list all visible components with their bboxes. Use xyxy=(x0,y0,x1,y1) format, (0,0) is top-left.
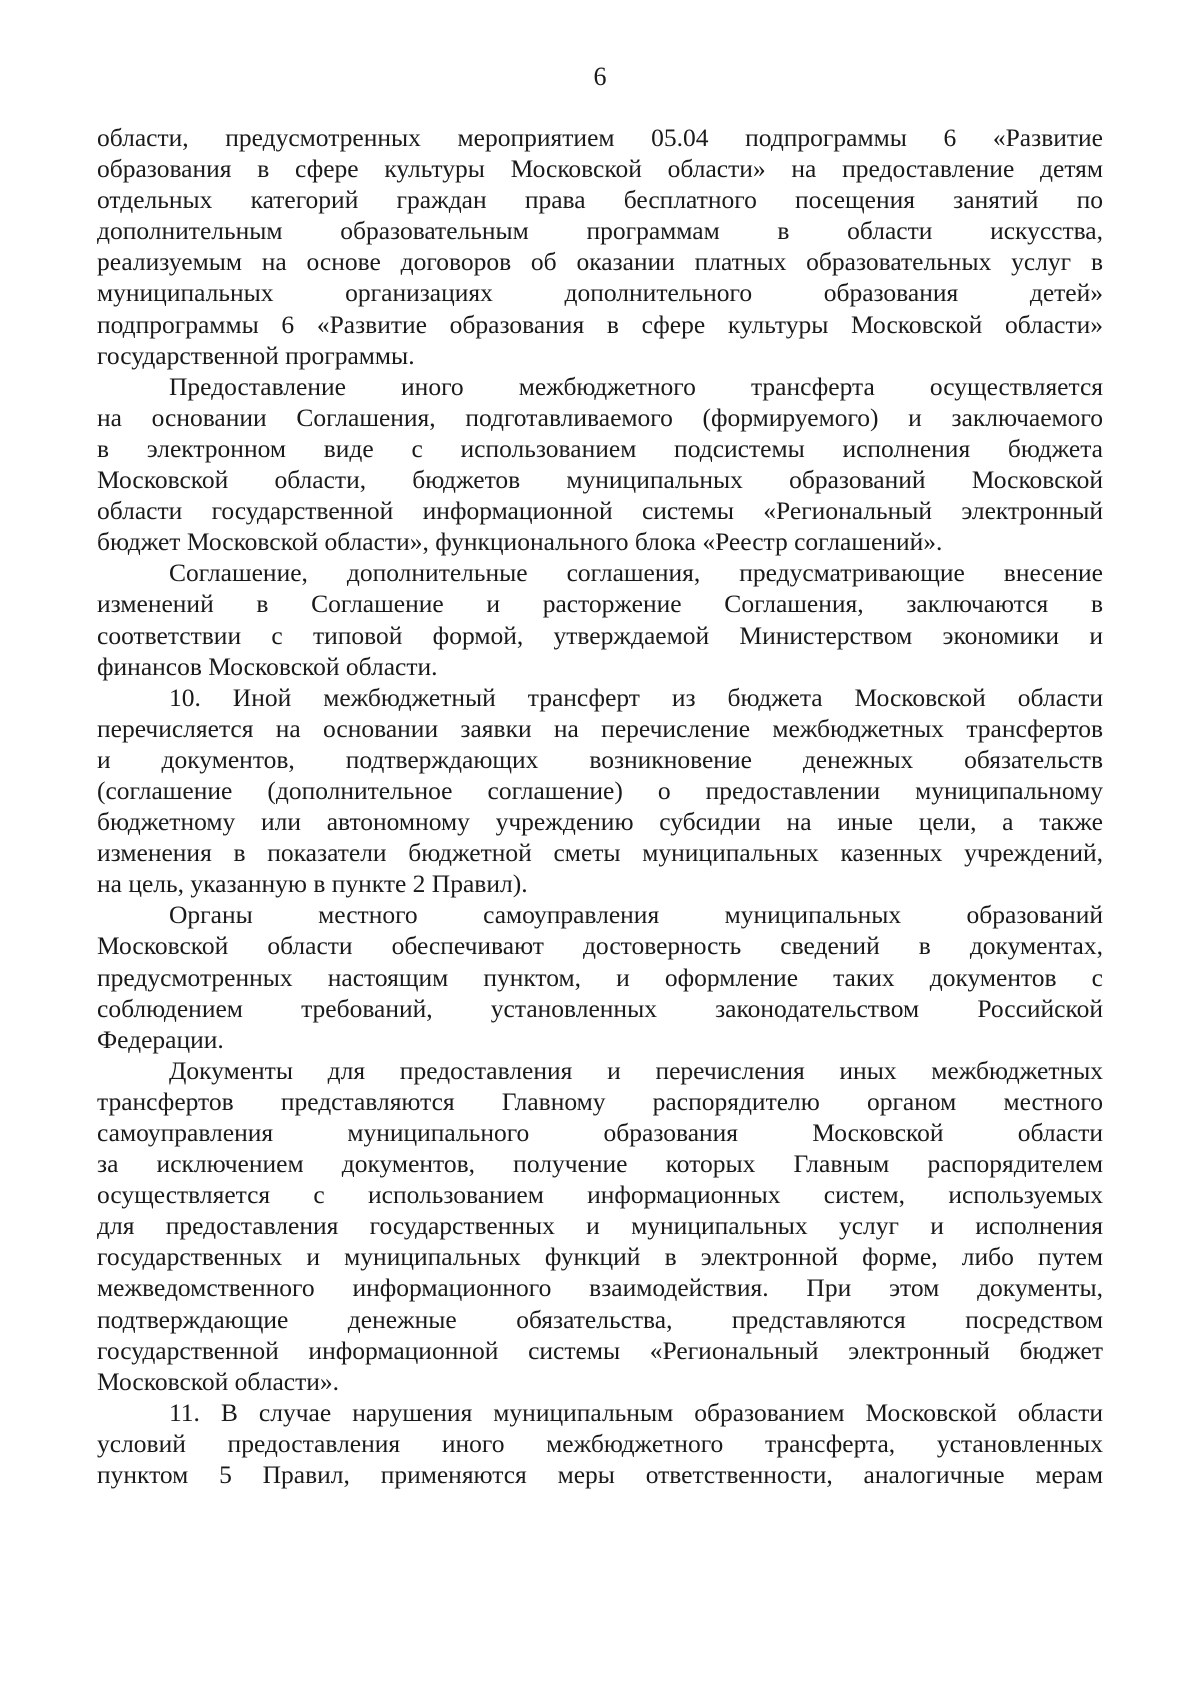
text-line: Московской области, бюджетов муниципальных образований Московской xyxy=(97,465,1103,495)
document-body xyxy=(97,122,1103,1490)
text-line: области, предусмотренных мероприятием 05.04 подпрограммы 6 «Развитие xyxy=(97,123,1103,152)
text-line: пунктом 5 Правил, применяются меры ответственности, аналогичные мерам xyxy=(97,1460,1103,1490)
text-line: межведомственного информационного взаимодействия. При этом документы, xyxy=(97,1273,1103,1303)
paragraph xyxy=(97,1397,1103,1490)
text-line: и документов, подтверждающих возникновение денежных обязательств xyxy=(97,744,1103,774)
text-line: трансфертов представляются Главному распорядителю органом местного xyxy=(97,1086,1103,1116)
text-line: подпрограммы 6 «Развитие образования в сфере культуры Московской области» xyxy=(97,309,1103,339)
text-line: соблюдением требований, установленных законодательством Российской xyxy=(97,993,1103,1023)
text-line: соответствии с типовой формой, утверждаемой Министерством экономики и xyxy=(97,620,1103,650)
text-line: государственной информационной системы «Региональный электронный бюджет xyxy=(97,1335,1103,1365)
text-line: образования в сфере культуры Московской области» на предоставление детям xyxy=(97,154,1103,184)
text-line: условий предоставления иного межбюджетного трансферта, установленных xyxy=(97,1428,1103,1458)
text-line: финансов Московской области. xyxy=(97,651,438,681)
paragraph xyxy=(97,899,1103,1054)
text-line: Органы местного самоуправления муниципальных образований xyxy=(169,900,1103,930)
paragraph xyxy=(97,682,1103,900)
paragraph xyxy=(97,1055,1103,1397)
text-line: Московской области». xyxy=(97,1366,340,1396)
text-line: отдельных категорий граждан права бесплатного посещения занятий по xyxy=(97,185,1103,215)
text-line: государственных и муниципальных функций в электронной форме, либо путем xyxy=(97,1242,1103,1272)
text-line: на основании Соглашения, подготавливаемого (формируемого) и заключаемого xyxy=(97,402,1103,432)
paragraph xyxy=(97,122,1103,371)
text-line: Соглашение, дополнительные соглашения, предусматривающие внесение xyxy=(169,558,1103,588)
text-line: предусмотренных настоящим пунктом, и оформление таких документов с xyxy=(97,962,1103,992)
text-line: государственной программы. xyxy=(97,340,415,370)
text-line: перечисляется на основании заявки на перечисление межбюджетных трансфертов xyxy=(97,713,1103,743)
text-line: за исключением документов, получение которых Главным распорядителем xyxy=(97,1149,1103,1179)
text-line: бюджетному или автономному учреждению субсидии на иные цели, а также xyxy=(97,807,1103,837)
text-line: на цель, указанную в пункте 2 Правил). xyxy=(97,869,528,899)
paragraph xyxy=(97,371,1103,558)
page-number: 6 xyxy=(593,62,607,91)
text-line: Федерации. xyxy=(97,1024,224,1054)
text-line: Московской области обеспечивают достоверность сведений в документах, xyxy=(97,931,1103,961)
text-line: бюджет Московской области», функционального блока «Реестр соглашений». xyxy=(97,527,943,557)
text-line: Документы для предоставления и перечисления иных межбюджетных xyxy=(169,1055,1103,1085)
text-line: осуществляется с использованием информационных систем, используемых xyxy=(97,1180,1103,1210)
text-line: (соглашение (дополнительное соглашение) о предоставлении муниципальному xyxy=(97,775,1103,805)
text-line: муниципальных организациях дополнительного образования детей» xyxy=(97,278,1103,308)
text-line: области государственной информационной системы «Региональный электронный xyxy=(97,496,1103,526)
text-line: изменений в Соглашение и расторжение Соглашения, заключаются в xyxy=(97,589,1103,619)
text-line: дополнительным образовательным программам в области искусства, xyxy=(97,216,1103,246)
text-line: 11. В случае нарушения муниципальным образованием Московской области xyxy=(169,1397,1103,1427)
paragraph xyxy=(97,557,1103,681)
text-line: для предоставления государственных и муниципальных услуг и исполнения xyxy=(97,1211,1103,1241)
text-line: реализуемым на основе договоров об оказании платных образовательных услуг в xyxy=(97,247,1103,277)
text-line: Предоставление иного межбюджетного трансферта осуществляется xyxy=(169,371,1103,401)
text-line: подтверждающие денежные обязательства, представляются посредством xyxy=(97,1304,1103,1334)
text-line: 10. Иной межбюджетный трансферт из бюджета Московской области xyxy=(169,682,1103,712)
text-line: в электронном виде с использованием подсистемы исполнения бюджета xyxy=(97,433,1103,463)
text-line: изменения в показатели бюджетной сметы муниципальных казенных учреждений, xyxy=(97,838,1103,868)
text-line: самоуправления муниципального образования Московской области xyxy=(97,1118,1103,1147)
